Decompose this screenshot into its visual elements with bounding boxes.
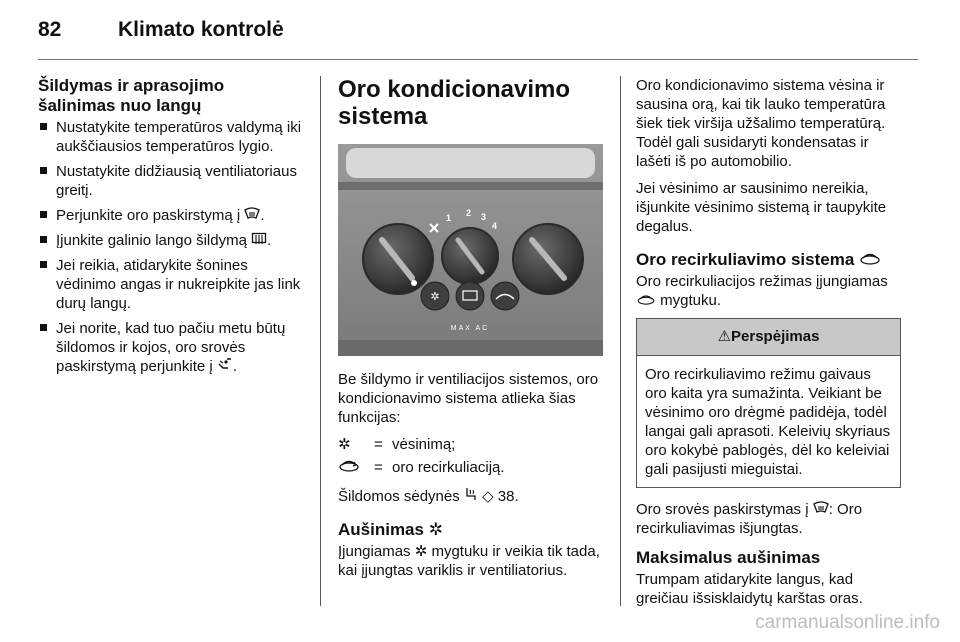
watermark: carmanualsonline.info <box>755 612 940 633</box>
warning-box <box>636 318 901 488</box>
fan-speed-label: 1 <box>446 213 452 223</box>
windscreen-demist-icon <box>813 501 829 514</box>
snowflake-icon: ✲ <box>428 520 443 539</box>
cooling-text: Įjungiamas ✲ mygtuku ir veikia tik tada, kai įjungtas variklis ir ventiliatorius. <box>338 543 600 579</box>
svg-text:✲: ✲ <box>430 290 440 303</box>
recirculation-button <box>491 282 519 310</box>
page-number: 82 <box>38 18 62 41</box>
section-heading-max-cooling: Maksimalus aušinimas <box>636 548 821 567</box>
list-item-text: Nustatykite didžiausią ventiliatoriaus greitį. <box>56 163 297 199</box>
fan-speed-knob <box>442 228 498 284</box>
page-title: Klimato kontrolė <box>118 18 284 41</box>
header-rule <box>38 59 918 60</box>
seat-heating-icon <box>464 487 478 501</box>
list-item: Įjunkite galinio lango šildymą . <box>38 231 306 250</box>
definition-text: oro recirkuliaciją. <box>392 459 505 476</box>
list-item-text: Jei reikia, atidarykite šonines vėdinimo angas ir nukreipkite jas link durų langų. <box>56 257 301 312</box>
warning-header <box>637 319 900 356</box>
recirculation-text: Oro recirkuliacijos režimas įjungiamas mygtuku. <box>636 273 888 309</box>
footwell-windscreen-icon <box>217 358 233 371</box>
ac-button <box>421 282 449 310</box>
ac-paragraph-2: Jei vėsinimo ar sausinimo nereikia, išjunkite vėsinimo sistemą ir taupykite degalus. <box>636 180 887 235</box>
list-item <box>38 118 306 156</box>
max-cooling-text: Trumpam atidarykite langus, kad greičiau išsisklaidytų karštas oras. <box>636 571 863 607</box>
column-divider <box>620 76 621 606</box>
list-item: Perjunkite oro paskirstymą į . <box>38 206 306 225</box>
bullet-marker <box>40 211 47 218</box>
list-item-text: Įjunkite galinio lango šildymą <box>56 232 247 249</box>
bullet-marker <box>40 236 47 243</box>
definition-eq: = <box>374 459 383 476</box>
definition-eq: = <box>374 436 383 453</box>
list-item: Jei norite, kad tuo pačiu metu būtų šildomos ir kojos, oro srovės paskirstymą perjunkite į . <box>38 319 306 376</box>
air-distribution-knob <box>513 224 583 294</box>
temperature-knob <box>363 224 433 294</box>
fan-speed-label: 2 <box>466 208 472 218</box>
warning-body: Oro recirkuliavimo režimu gaivaus oro kaita yra sumažinta. Veikiant be vėsinimo oro drėgmė padidėja, todėl langai gali aprasoti. Keleivių skyriaus oro kokybė pablogės, dėl ko keleiviai gali pasijusti mieguistai. <box>645 366 891 478</box>
snowflake-icon: ✲ <box>414 543 428 560</box>
ac-intro: Be šildymo ir ventiliacijos sistemos, oro kondicionavimo sistema atlieka šias funkcijas: <box>338 371 599 426</box>
windscreen-demist-icon <box>244 207 260 220</box>
fan-speed-label: 3 <box>481 212 487 222</box>
warning-title: Perspėjimas <box>731 328 820 345</box>
page-header <box>38 18 918 48</box>
recirculation-icon <box>859 251 881 265</box>
recirculation-icon <box>338 458 374 477</box>
bullet-marker <box>40 261 47 268</box>
rear-window-heat-button <box>456 282 484 310</box>
warning-triangle-icon: ⚠ <box>717 328 732 345</box>
ac-paragraph-1: Oro kondicionavimo sistema vėsina ir sausina orą, kai tik lauko temperatūra šiek tiek viršija užšalimo temperatūrą. Todėl gali susidaryti kondensatas ir lašėti iš po automobilio. <box>636 77 886 170</box>
climate-control-panel-image <box>338 144 603 356</box>
bullet-marker <box>40 123 47 130</box>
rear-window-heat-icon <box>251 232 267 245</box>
list-item <box>38 162 306 200</box>
list-item-text: Perjunkite oro paskirstymą į <box>56 207 241 224</box>
page-reference-arrow-icon: ◇ <box>482 488 494 505</box>
section-heading-air-conditioning: Oro kondicionavimo sistema <box>338 76 571 130</box>
recirculation-icon <box>636 293 656 305</box>
seat-heating-reference: Šildomos sėdynės ◇ 38. <box>338 488 519 505</box>
definition-text: vėsinimą; <box>392 436 456 453</box>
instruction-list <box>38 118 306 376</box>
snowflake-icon: ✲ <box>338 436 351 453</box>
bullet-marker <box>40 324 47 331</box>
panel-bottom-label: MAX AC <box>450 325 490 332</box>
column-air-conditioning <box>338 76 603 588</box>
fan-speed-label: 4 <box>492 221 498 231</box>
list-item <box>38 256 306 313</box>
air-distribution-note: Oro srovės paskirstymas į : Oro recirkuliavimas išjungtas. <box>636 501 863 537</box>
column-heating-demist <box>38 76 306 382</box>
column-ac-details <box>636 76 901 616</box>
column-divider <box>320 76 321 606</box>
section-heading-heating-demist: Šildymas ir aprasojimo šalinimas nuo langų <box>38 76 225 115</box>
list-item-text: Jei norite, kad tuo pačiu metu būtų šildomos ir kojos, oro srovės paskirstymą perjunkite į <box>56 320 286 375</box>
section-heading-cooling: Aušinimas ✲ <box>338 520 443 539</box>
list-item-text: Nustatykite temperatūros valdymą iki aukščiausios temperatūros lygio. <box>56 119 302 155</box>
function-definitions <box>338 435 603 477</box>
section-heading-recirculation: Oro recirkuliavimo sistema <box>636 250 901 270</box>
climate-panel-illustration <box>338 144 603 356</box>
bullet-marker <box>40 167 47 174</box>
